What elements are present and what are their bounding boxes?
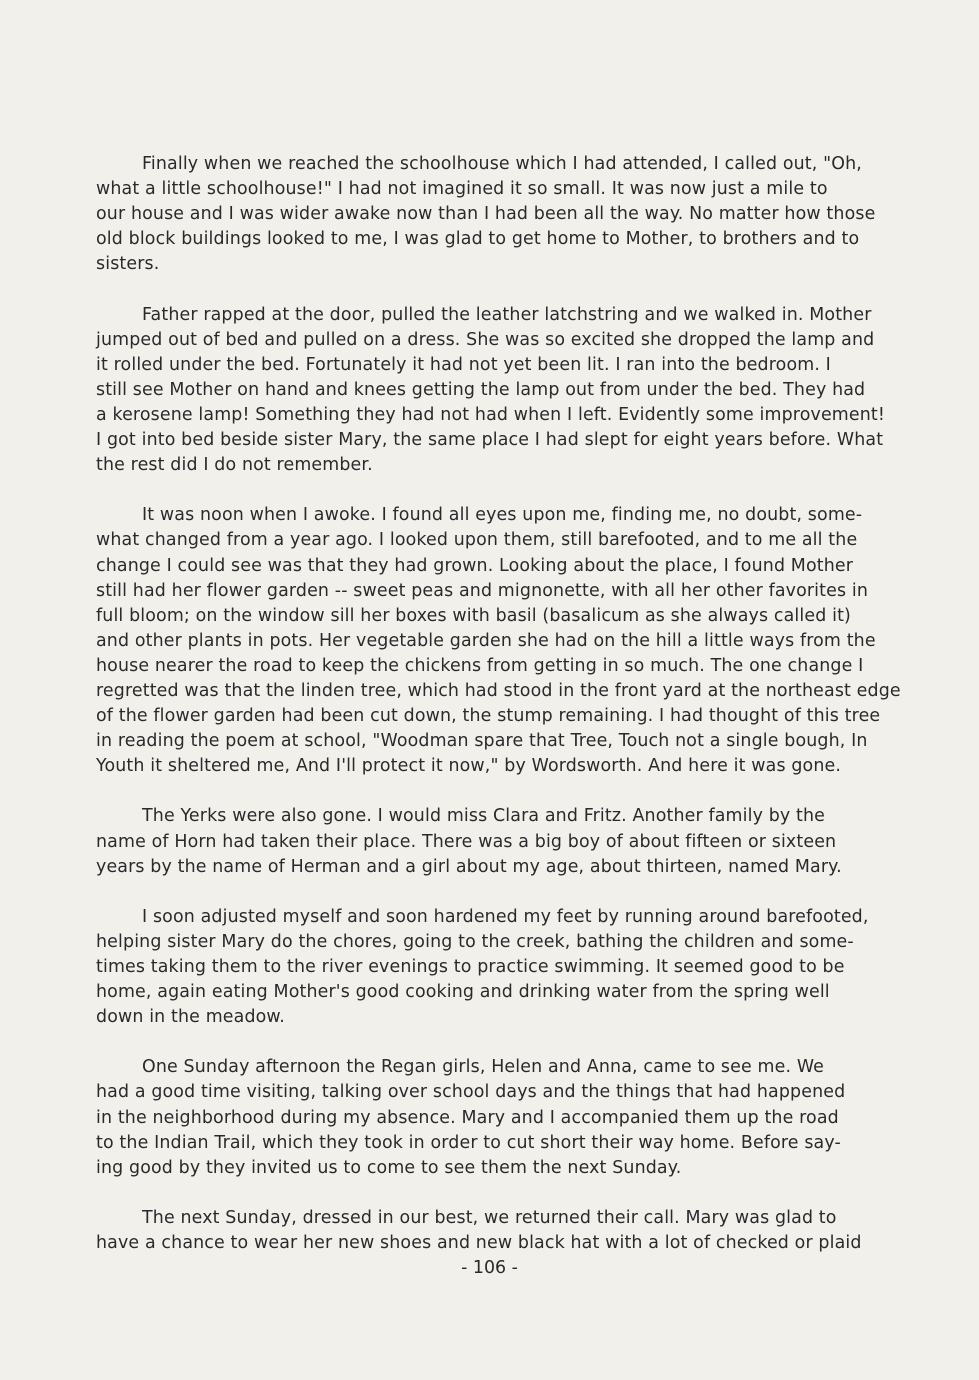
paragraph-yerks-gone: The Yerks were also gone. I would miss Clara and Fritz. Another family by the name of Horn had taken their place. There was a big boy of about fifteen or sixteen years by the name of Herman and a girl about my age, about thirteen, named Mary. xyxy=(96,806,842,877)
paragraph-arrival-home: Father rapped at the door, pulled the leather latchstring and we walked in. Mother jumped out of bed and pulled on a dress. She was so excited she dropped the lamp and it rolled under the bed. Fortunately it had not yet been lit. I ran into the bedroom. I still see Mother on hand and knees getting the lamp out from under the bed. They had a kerosene lamp! Something they had not had when I left. Evidently some improvement! I got into bed beside sister Mary, the same place I had slept for eight years before. What the rest did I do not remember. xyxy=(96,304,886,476)
paragraph-noon-awakening: It was noon when I awoke. I found all eyes upon me, finding me, no doubt, some- what changed from a year ago. I looked upon them, still barefooted, and to me all the change I could see was that they had grown. Looking about the place, I found Mother still had her flower garden -- sweet peas and mignonette, with all her other favorites in full bloom; on the window sill her boxes with basil (basalicum as she always called it) and other plants in pots. Her vegetable garden she had on the hill a little ways from the house nearer the road to keep the chickens from getting in so much. The one change I regretted was that the linden tree, which had stood in the front yard at the northeast edge of the flower garden had been cut down, the stump remaining. I had thought of this tree in reading the poem at school, "Woodman spare that Tree, Touch not a single bough, In Youth it sheltered me, And I'll protect it now," by Wordsworth. And here it was gone. xyxy=(96,505,901,777)
paragraph-schoolhouse: Finally when we reached the schoolhouse which I had attended, I called out, "Oh, what a little schoolhouse!" I had not imagined it so small. It was now just a mile to our house and I was wider awake now than I had been all the way. No matter how those old block buildings looked to me, I was glad to get home to Mother, to brothers and to sisters. xyxy=(96,154,876,275)
body-text xyxy=(96,152,938,1281)
paragraph-next-sunday: The next Sunday, dressed in our best, we returned their call. Mary was glad to have a chance to wear her new shoes and new black hat with a lot of checked or plaid xyxy=(96,1207,862,1254)
paragraph-adjusting: I soon adjusted myself and soon hardened my feet by running around barefooted, helping sister Mary do the chores, going to the creek, bathing the children and some- times taking them to the river evenings to practice swimming. It seemed good to be home, again eating Mother's good cooking and drinking water from the spring well down in the meadow. xyxy=(96,906,869,1028)
page-number: - 106 - xyxy=(461,1258,518,1278)
paragraph-regan-girls: One Sunday afternoon the Regan girls, Helen and Anna, came to see me. We had a good time visiting, talking over school days and the things that had happened in the neighborhood during my absence. Mary and I accompanied them up the road to the Indian Trail, which they took in order to cut short their way home. Before say- ing good by they invited us to come to see them the next Sunday. xyxy=(96,1057,846,1178)
